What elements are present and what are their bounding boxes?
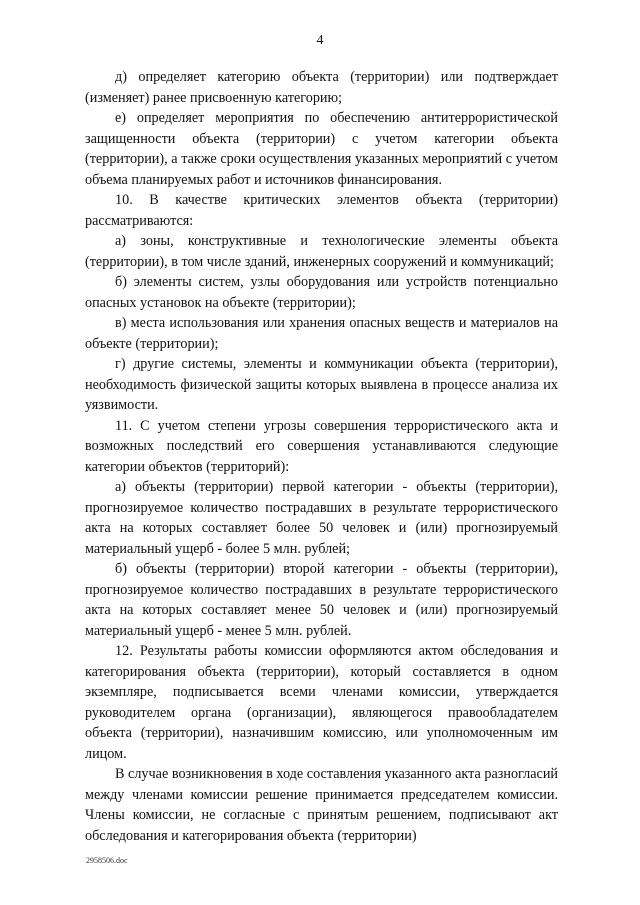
paragraph-clause-10-g: г) другие системы, элементы и коммуникации объекта (территории), необходимость физической защиты которых выявлена в процессе анализа их уязвимости. xyxy=(85,356,558,413)
paragraph-item-d: д) определяет категорию объекта (территории) или подтверждает (изменяет) ранее присвоенную категорию; xyxy=(85,69,558,106)
paragraph-clause-10: 10. В качестве критических элементов объекта (территории) рассматриваются: xyxy=(85,192,558,229)
page-number: 4 xyxy=(316,33,324,48)
paragraph-clause-10-a: а) зоны, конструктивные и технологические элементы объекта (территории), в том числе зданий, инженерных сооружений и коммуникаций; xyxy=(85,233,558,270)
paragraph-clause-12: 12. Результаты работы комиссии оформляются актом обследования и категорирования объекта (территории), который составляется в одном экземпляре, подписывается всеми членами комиссии, утверждается руководителем органа (организации), являющегося правообладателем объекта (территории), назначившим комиссию, или уполномоченным им лицом. xyxy=(85,643,558,762)
file-name-footer: 2958506.doc xyxy=(86,856,128,865)
document-body xyxy=(85,67,558,846)
paragraph-clause-11-b: б) объекты (территории) второй категории - объекты (территории), прогнозируемое количество пострадавших в результате террористического акта на которых составляет менее 50 человек и (или) прогнозируемый материальный ущерб - менее 5 млн. рублей. xyxy=(85,561,558,639)
paragraph-clause-10-v: в) места использования или хранения опасных веществ и материалов на объекте (территории); xyxy=(85,315,558,352)
paragraph-clause-11: 11. С учетом степени угрозы совершения террористического акта и возможных последствий его совершения устанавливаются следующие категории объектов (территорий): xyxy=(85,417,558,475)
paragraph-item-e: е) определяет мероприятия по обеспечению антитеррористической защищенности объекта (территории) с учетом категории объекта (территории), а также сроки осуществления указанных мероприятий с учетом объема планируемых работ и источников финансирования. xyxy=(85,110,558,188)
paragraph-clause-10-b: б) элементы систем, узлы оборудования или устройств потенциально опасных установок на объекте (территории); xyxy=(85,274,558,311)
paragraph-clause-11-a: а) объекты (территории) первой категории - объекты (территории), прогнозируемое количество пострадавших в результате террористического акта на которых составляет более 50 человек и (или) прогнозируемый материальный ущерб - более 5 млн. рублей; xyxy=(85,479,558,557)
paragraph-disagreement: В случае возникновения в ходе составления указанного акта разногласий между членами комиссии решение принимается председателем комиссии. Члены комиссии, не согласные с принятым решением, подписывают акт обследования и категорирования объекта (территории) xyxy=(85,766,558,844)
